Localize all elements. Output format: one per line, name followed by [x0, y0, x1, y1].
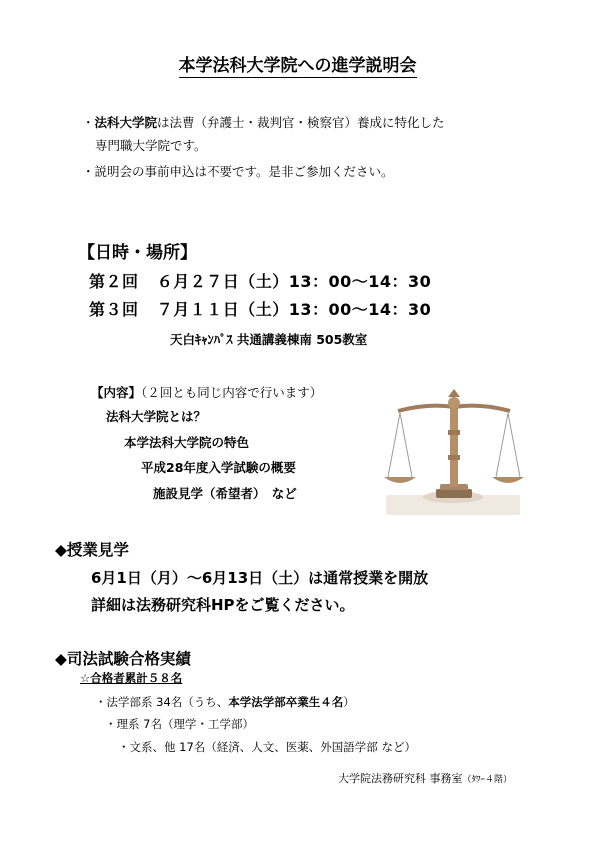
session-time: 13：00～14：30 — [288, 300, 432, 319]
session-label: 第３回 — [89, 300, 139, 319]
observation-heading: ◆授業見学 — [55, 541, 129, 559]
intro-line-1: ・法科大学院は法曹（弁護士・裁判官・検察官）養成に特化した — [82, 115, 445, 130]
contents-heading: 【内容】（２回とも同じ内容で行います） — [91, 385, 323, 400]
schedule-heading: 【日時・場所】 — [78, 243, 197, 263]
content-item: 平成28年度入学試験の概要 — [141, 460, 296, 475]
page-title: 本学法科大学院への進学説明会 — [178, 56, 417, 76]
venue: 天白ｷｬﾝﾊﾟｽ 共通講義棟南 505教室 — [170, 332, 368, 347]
session-time: 13：00～14：30 — [288, 272, 432, 291]
results-science: ・理系 7名（理学・工学部） — [105, 717, 254, 731]
intro-line-2: 専門職大学院です。 — [95, 138, 207, 153]
content-item: 施設見学（希望者） など — [153, 486, 297, 501]
session-date: ６月２７日（土） — [156, 272, 289, 291]
schedule-row-1 — [89, 269, 431, 292]
content-item: 本学法科大学院の特色 — [124, 435, 250, 450]
intro-line-3: ・説明会の事前申込は不要です。是非ご参加ください。 — [82, 164, 394, 179]
session-label: 第２回 — [89, 272, 139, 291]
observation-line-2: 詳細は法務研究科HPをご覧ください。 — [91, 596, 355, 614]
schedule-row-2 — [89, 297, 431, 320]
content-item: 法科大学院とは？ — [106, 409, 207, 424]
results-total: ☆合格者累計５８名 — [80, 671, 183, 685]
results-humanities: ・文系、他 17名（経済、人文、医薬、外国語学部 など） — [118, 740, 416, 754]
footer-office: 大学院法務研究科 事務室（ﾀﾜｰ４階） — [338, 772, 513, 785]
session-date: ７月１１日（土） — [156, 300, 289, 319]
observation-line-1: 6月1日（月）～6月13日（土）は通常授業を開放 — [91, 569, 429, 587]
results-law: ・法学部系 34名（うち、本学法学部卒業生４名） — [95, 695, 355, 709]
scales-of-justice-icon — [378, 385, 524, 517]
results-heading: ◆司法試験合格実績 — [55, 650, 191, 668]
